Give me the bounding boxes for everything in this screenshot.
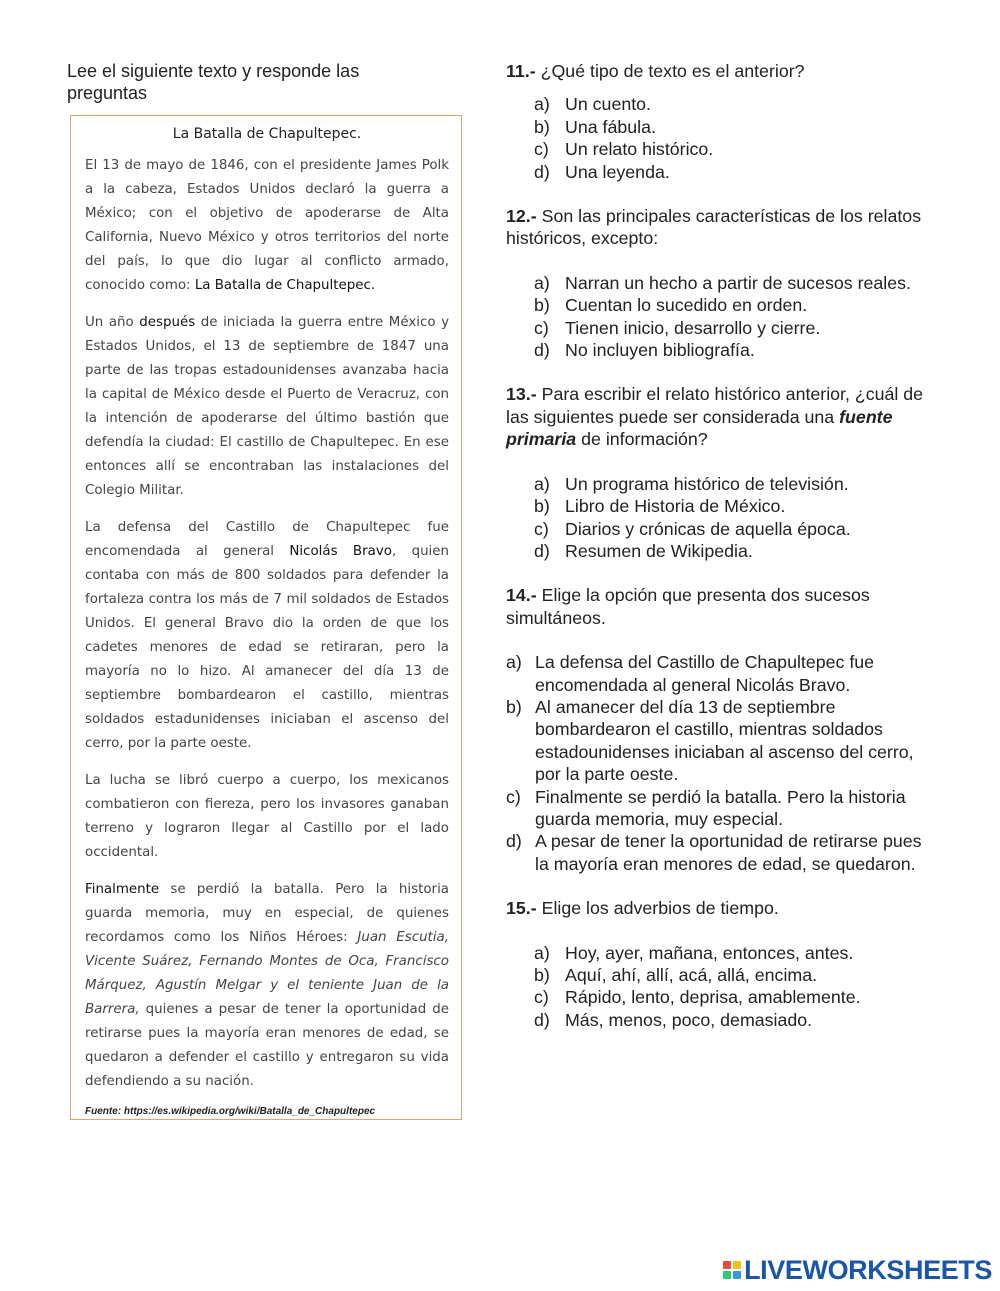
question-text: ¿Qué tipo de texto es el anterior?	[535, 61, 805, 81]
question-number: 12.-	[506, 206, 537, 227]
option-text: Un relato histórico.	[565, 139, 714, 160]
options-list	[506, 942, 926, 1032]
options-list	[506, 473, 926, 563]
option-a[interactable]	[534, 272, 926, 294]
passage-paragraph-2	[85, 311, 449, 503]
question-11	[506, 60, 926, 82]
paragraph-text: quienes a pesar de tener la oportunidad de retirarse pues la mayoría eran menores de edad, se quedaron a defender el castillo y entregaron su vida defendiendo a su nación.	[85, 1002, 449, 1089]
option-text: Una leyenda.	[565, 161, 670, 182]
option-d[interactable]	[534, 339, 926, 361]
logo-square	[723, 1261, 731, 1269]
option-letter: c)	[534, 139, 549, 160]
option-letter: b)	[534, 496, 550, 517]
options-list	[506, 651, 926, 875]
option-letter: a)	[534, 473, 550, 494]
logo-square	[733, 1271, 741, 1279]
option-c[interactable]	[534, 138, 926, 160]
logo-text: LIVEWORKSHEETS	[744, 1254, 992, 1285]
option-text: Rápido, lento, deprisa, amablemente.	[565, 987, 861, 1008]
heroes-names: Juan Escutia, Vicente Suárez, Fernando Montes de Oca, Francisco Márquez, Agustín Melgar y el teniente Juan de la Barrera,	[85, 930, 449, 1017]
option-letter: d)	[534, 340, 550, 361]
option-text: Libro de Historia de México.	[565, 496, 786, 517]
option-c[interactable]	[506, 786, 926, 831]
option-text: Un cuento.	[565, 94, 651, 115]
highlighted-term: La Batalla de Chapultepec.	[194, 278, 376, 293]
option-text: La defensa del Castillo de Chapultepec fue encomendada al general Nicolás Bravo.	[535, 652, 875, 695]
paragraph-text: El 13 de mayo de 1846, con el presidente James Polk a la cabeza, Estados Unidos declaró la guerra a México; con el objetivo de apoderarse de Alta California, Nuevo México y otros territorios del norte del país, lo que dio lugar al conflicto armado, conocido como:	[85, 158, 449, 293]
question-text: de información?	[576, 429, 708, 450]
logo-square	[733, 1261, 741, 1269]
option-text: Un programa histórico de televisión.	[565, 473, 849, 494]
option-letter: d)	[534, 161, 550, 182]
option-text: No incluyen bibliografía.	[565, 340, 755, 361]
question-text: Elige la opción que presenta dos sucesos simultáneos.	[506, 585, 870, 628]
question-text: Son las principales características de los relatos históricos, excepto:	[506, 206, 922, 249]
reading-passage	[70, 115, 462, 1120]
question-number: 11.-	[506, 61, 536, 81]
option-b[interactable]	[506, 696, 926, 786]
paragraph-text: de iniciada la guerra entre México y Estados Unidos, el 13 de septiembre de 1847 una parte de las tropas estadounidenses avanzaba hacia la capital de México desde el Puerto de Veracruz, con la intención de apoderarse del último bastión que defendía la ciudad: El castillo de Chapultepec. En ese entonces allí se encontraban las instalaciones del Colegio Militar.	[85, 315, 450, 498]
highlighted-term: después	[139, 315, 196, 330]
option-letter: b)	[506, 696, 522, 717]
paragraph-text: , quien contaba con más de 800 soldados para defender la fortaleza contra los más de 7 mil soldados de Estados Unidos. El general Bravo dio la orden de que los cadetes menores de edad se retiraran, pero la mayoría no lo hizo. Al amanecer del día 13 de septiembre bombardearon el castillo, mientras soldados estadunidenses iniciaban el ascenso del cerro, por la parte oeste.	[85, 544, 450, 751]
passage-title: La Batalla de Chapultepec.	[172, 126, 362, 142]
liveworksheets-logo[interactable]	[723, 1254, 992, 1286]
option-text: Tienen inicio, desarrollo y cierre.	[565, 317, 821, 338]
question-13	[506, 383, 926, 450]
option-text: Cuentan lo sucedido en orden.	[565, 295, 808, 316]
passage-paragraph-1	[85, 154, 449, 298]
option-text: Finalmente se perdió la batalla. Pero la historia guarda memoria, muy especial.	[535, 786, 906, 829]
option-a[interactable]	[534, 942, 926, 964]
question-text: Elige los adverbios de tiempo.	[536, 898, 779, 919]
source-citation: Fuente: https://es.wikipedia.org/wiki/Batalla_de_Chapultepec	[85, 1106, 376, 1117]
option-d[interactable]	[534, 161, 926, 183]
question-number: 15.-	[506, 898, 537, 919]
option-c[interactable]	[534, 986, 926, 1008]
highlighted-term: Nicolás Bravo	[289, 544, 392, 559]
question-number: 13.-	[506, 384, 537, 405]
option-text: Resumen de Wikipedia.	[565, 540, 753, 561]
option-b[interactable]	[534, 495, 926, 517]
paragraph-text: se perdió la batalla. Pero la historia guarda memoria, muy en especial, de quienes recordamos como los Niños Héroes:	[85, 882, 449, 945]
option-letter: a)	[534, 942, 550, 963]
option-letter: a)	[534, 94, 550, 115]
option-letter: d)	[534, 540, 550, 561]
option-letter: b)	[534, 965, 550, 985]
question-number: 14.-	[506, 585, 537, 606]
option-a[interactable]	[534, 93, 926, 115]
logo-icon	[723, 1261, 741, 1279]
options-list	[506, 272, 926, 362]
question-text: Para escribir el relato histórico anterior, ¿cuál de las siguientes puede ser considerada una	[506, 384, 924, 427]
option-b[interactable]	[534, 294, 926, 316]
option-letter: a)	[534, 272, 550, 293]
option-text: Al amanecer del día 13 de septiembre bombardearon el castillo, mientras soldados estadounidenses iniciaban al ascenso del cerro, por la parte oeste.	[535, 696, 914, 785]
passage-paragraph-5	[85, 878, 449, 1094]
option-letter: b)	[534, 116, 550, 137]
option-letter: c)	[534, 518, 549, 539]
paragraph-text: Un año	[85, 315, 140, 330]
passage-paragraph-4: La lucha se libró cuerpo a cuerpo, los mexicanos combatieron con fiereza, pero los invasores ganaban terreno y lograron llegar al Castillo por el lado occidental.	[85, 773, 449, 860]
option-b[interactable]	[534, 964, 926, 986]
option-d[interactable]	[534, 540, 926, 562]
option-text: A pesar de tener la oportunidad de retirarse pues la mayoría eran menores de edad, se quedaron.	[535, 831, 922, 874]
question-14	[506, 584, 926, 629]
option-c[interactable]	[534, 518, 926, 540]
highlighted-term: Finalmente	[85, 882, 160, 897]
question-12	[506, 205, 926, 250]
logo-square	[723, 1271, 731, 1279]
option-text: Más, menos, poco, demasiado.	[565, 1009, 813, 1030]
option-a[interactable]	[534, 473, 926, 495]
paragraph-text: La defensa del Castillo de Chapultepec fue encomendada al general	[85, 520, 449, 559]
instructions-text: Lee el siguiente texto y responde las preguntas	[67, 61, 360, 103]
option-c[interactable]	[534, 317, 926, 339]
option-text: Diarios y crónicas de aquella época.	[565, 518, 851, 539]
option-d[interactable]	[506, 830, 926, 875]
option-text: Hoy, ayer, mañana, entonces, antes.	[565, 942, 854, 963]
option-letter: c)	[534, 987, 549, 1008]
option-letter: a)	[506, 652, 522, 673]
option-text: Narran un hecho a partir de sucesos reales.	[565, 272, 911, 293]
option-text: Aquí, ahí, allí, acá, allá, encima.	[565, 965, 818, 985]
option-letter: b)	[534, 295, 550, 316]
questions-column	[506, 60, 926, 1053]
option-a[interactable]	[506, 651, 926, 696]
options-list	[506, 93, 926, 183]
question-15	[506, 897, 926, 919]
option-b[interactable]	[534, 116, 926, 138]
option-text: Una fábula.	[565, 116, 656, 137]
option-letter: c)	[506, 786, 521, 807]
emphasis-term: fuente primaria	[506, 406, 893, 450]
passage-paragraph-3	[85, 516, 449, 756]
option-letter: d)	[534, 1009, 550, 1030]
option-d[interactable]	[534, 1009, 926, 1031]
option-letter: d)	[506, 831, 522, 852]
option-letter: c)	[534, 317, 549, 338]
